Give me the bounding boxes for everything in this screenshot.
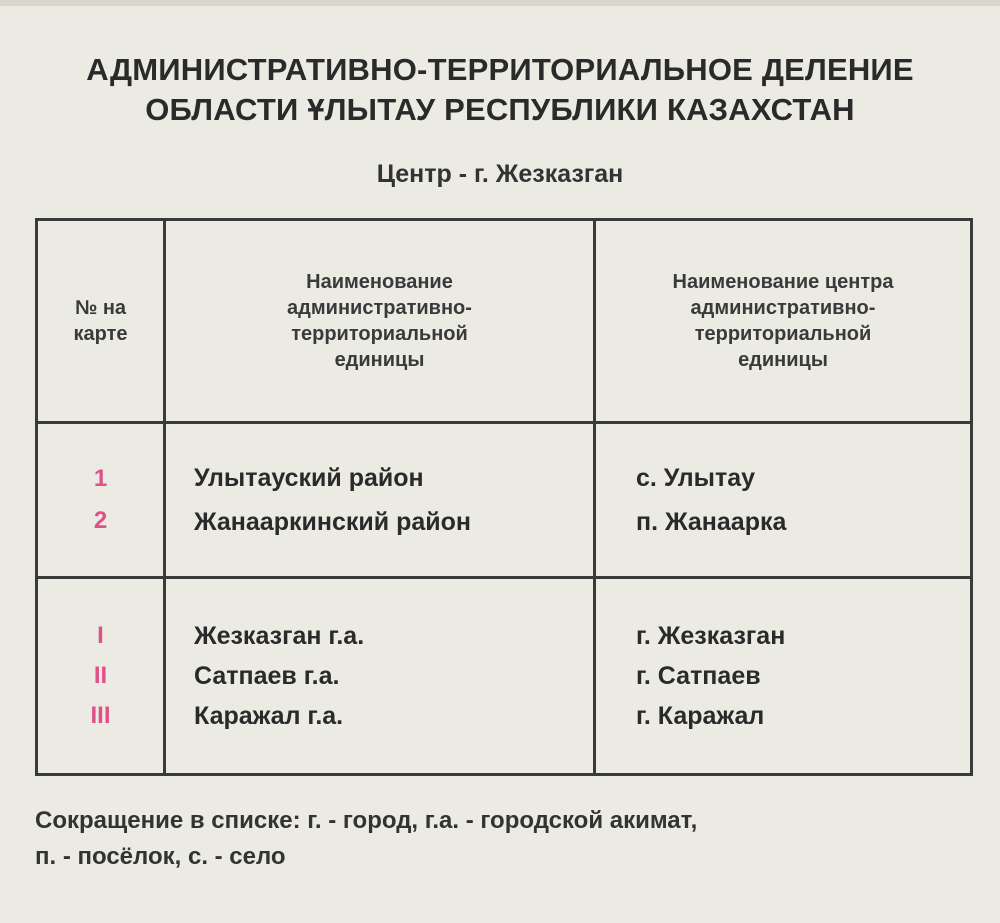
map-number: II: [93, 662, 108, 689]
map-number: 2: [93, 507, 108, 534]
abbreviations-note: [35, 803, 975, 875]
center-name: г. Сатпаев: [636, 662, 761, 690]
unit-name: Сатпаев г.а.: [194, 662, 340, 690]
header-unit-name: [165, 220, 595, 423]
header-map-number-line: № на: [74, 297, 127, 319]
unit-name: Жезказган г.а.: [194, 622, 365, 650]
table-row-districts: [37, 423, 972, 578]
header-center-name-line: единицы: [738, 349, 828, 371]
header-unit-name-line: административно-: [287, 297, 472, 319]
center-name: п. Жанаарка: [636, 508, 787, 536]
map-number-cell: [37, 578, 165, 775]
center-name-cell: [595, 578, 972, 775]
header-center-name-line: административно-: [690, 297, 876, 319]
header-unit-name-line: Наименование: [306, 271, 453, 293]
note-line-1: Сокращение в списке: г. - город, г.а. - городской акимат,: [35, 807, 698, 834]
header-map-number-line: карте: [73, 323, 128, 345]
center-subtitle: Центр - г. Жезказган: [376, 160, 624, 188]
admin-division-table: [35, 218, 973, 776]
center-name: г. Каражал: [636, 702, 765, 730]
header-center-name: [595, 220, 972, 423]
table-header-row: [37, 220, 972, 423]
title-line-1: АДМИНИСТРАТИВНО-ТЕРРИТОРИАЛЬНОЕ ДЕЛЕНИЕ: [86, 52, 914, 87]
map-number: 1: [93, 465, 108, 492]
note-line-2: п. - посёлок, с. - село: [35, 843, 286, 870]
map-number: I: [97, 622, 104, 649]
map-number-cell: [37, 423, 165, 578]
table-row-city-akimats: [37, 578, 972, 775]
unit-name-cell: [165, 578, 595, 775]
page-title: [0, 50, 1000, 130]
title-line-2: ОБЛАСТИ ҰЛЫТАУ РЕСПУБЛИКИ КАЗАХСТАН: [145, 92, 855, 127]
map-number: III: [90, 702, 111, 729]
header-map-number: [37, 220, 165, 423]
header-center-name-line: Наименование центра: [672, 271, 894, 293]
unit-name: Каражал г.а.: [194, 702, 344, 730]
header-unit-name-line: территориальной: [291, 323, 468, 345]
center-name: г. Жезказган: [636, 622, 786, 650]
unit-name: Жанааркинский район: [194, 508, 471, 536]
unit-name: Улытауский район: [194, 464, 424, 492]
center-name: с. Улытау: [636, 464, 756, 492]
unit-name-cell: [165, 423, 595, 578]
center-name-cell: [595, 423, 972, 578]
header-unit-name-line: единицы: [334, 349, 425, 371]
header-center-name-line: территориальной: [694, 323, 872, 345]
top-edge-strip: [0, 0, 1000, 6]
